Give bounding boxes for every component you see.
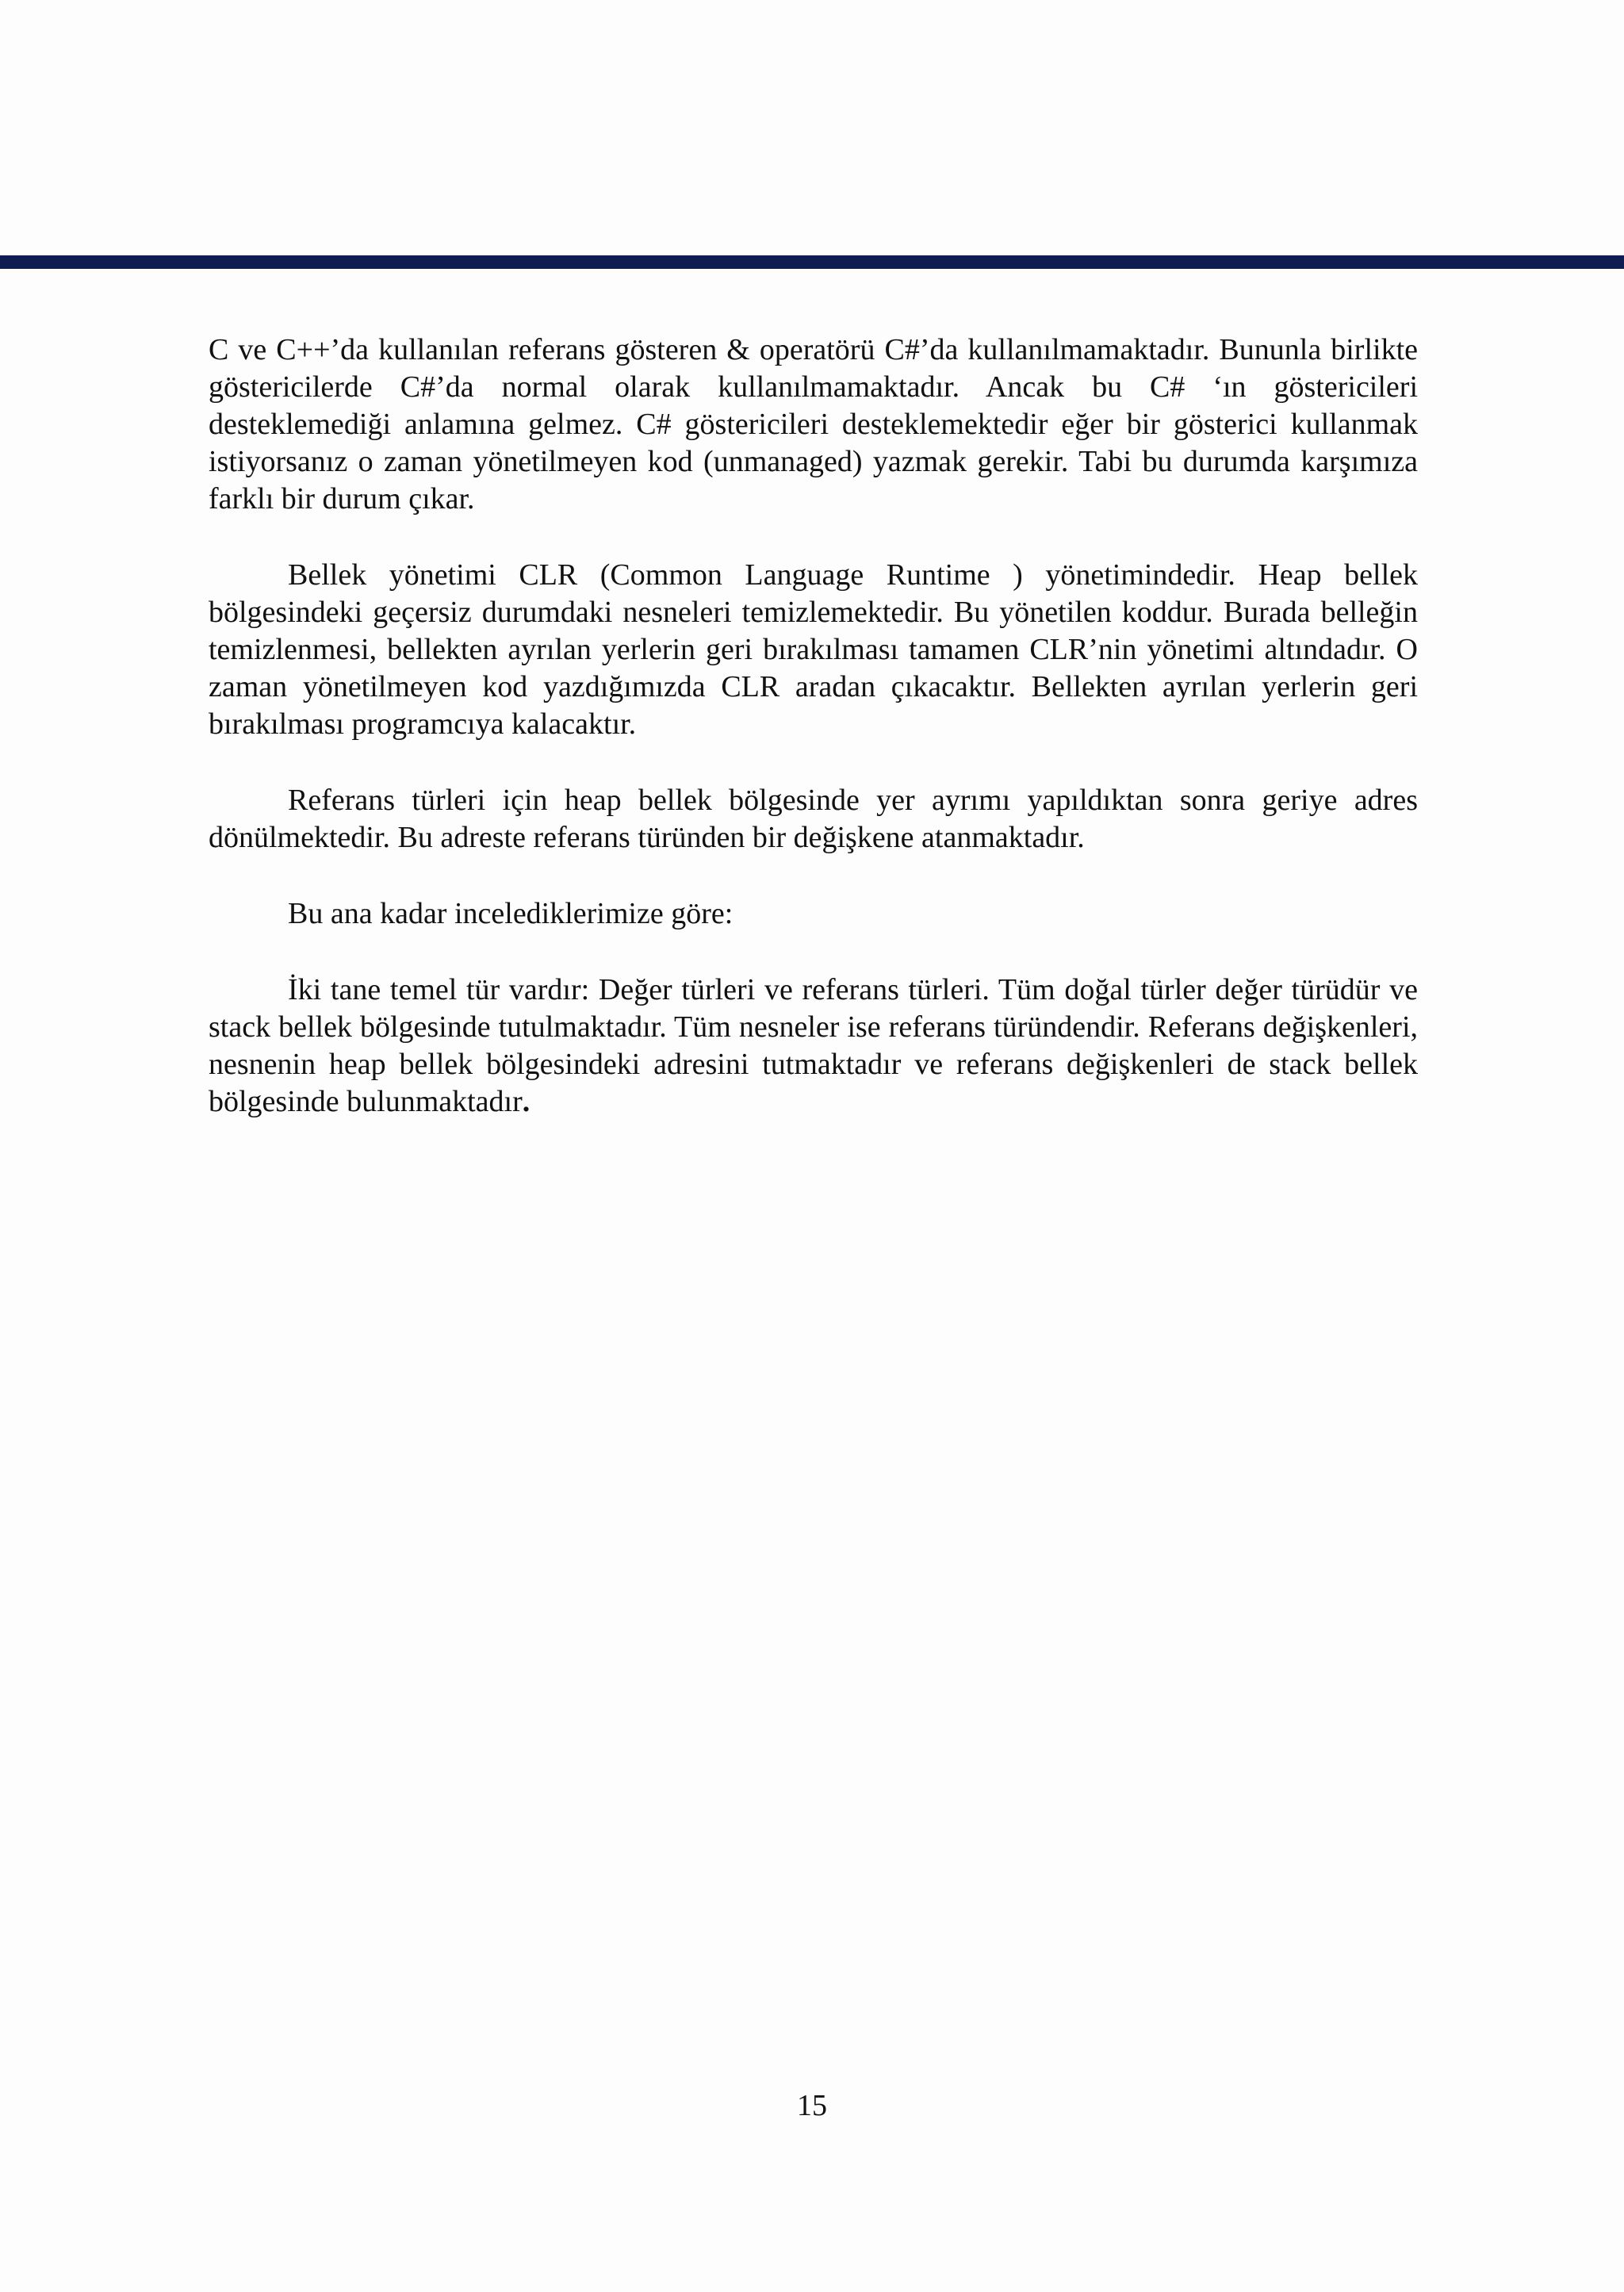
header-rule <box>0 255 1624 269</box>
paragraph-summary-period: . <box>522 1085 530 1118</box>
paragraph-summary-text: İki tane temel tür vardır: Değer türleri ve referans türleri. Tüm doğal türler değer türüdür ve stack bellek bölgesinde tutulmaktadır. Tüm nesneler ise referans türündendir. Referans değişkenleri, nesnenin heap bellek bölgesindeki adresini tutmaktadır ve referans değişkenleri de stack bellek bölgesinde bulunmaktadır <box>209 973 1418 1118</box>
paragraph-memory-management: Bellek yönetimi CLR (Common Language Runtime ) yönetimindedir. Heap bellek bölgesindeki geçersiz durumdaki nesneleri temizlemektedir. Bu yönetilen koddur. Burada belleğin temizlenmesi, bellekten ayrılan yerlerin geri bırakılması tamamen CLR’nin yönetimi altındadır. O zaman yönetilmeyen kod yazdığımızda CLR aradan çıkacaktır. Bellekten ayrılan yerlerin geri bırakılması programcıya kalacaktır. <box>209 558 1418 741</box>
paragraph-pointers: C ve C++’da kullanılan referans gösteren & operatörü C#’da kullanılmamaktadır. Bununla birlikte göstericilerde C#’da normal olarak kullanılmamaktadır. Ancak bu C# ‘ın göstericileri desteklemediği anlamına gelmez. C# göstericileri desteklemektedir eğer bir gösterici kullanmak istiyorsanız o zaman yönetilmeyen kod (unmanaged) yazmak gerekir. Tabi bu durumda karşımıza farklı bir durum çıkar. <box>209 333 1418 516</box>
paragraph-summary-intro: Bu ana kadar incelediklerimize göre: <box>288 897 733 930</box>
paragraph-reference-types: Referans türleri için heap bellek bölgesinde yer ayrımı yapıldıktan sonra geriye adres dönülmektedir. Bu adreste referans türünden bir değişkene atanmaktadır. <box>209 784 1418 854</box>
page-number: 15 <box>797 2089 827 2122</box>
page-content <box>209 332 1418 1159</box>
paragraph-summary <box>209 972 1418 1121</box>
